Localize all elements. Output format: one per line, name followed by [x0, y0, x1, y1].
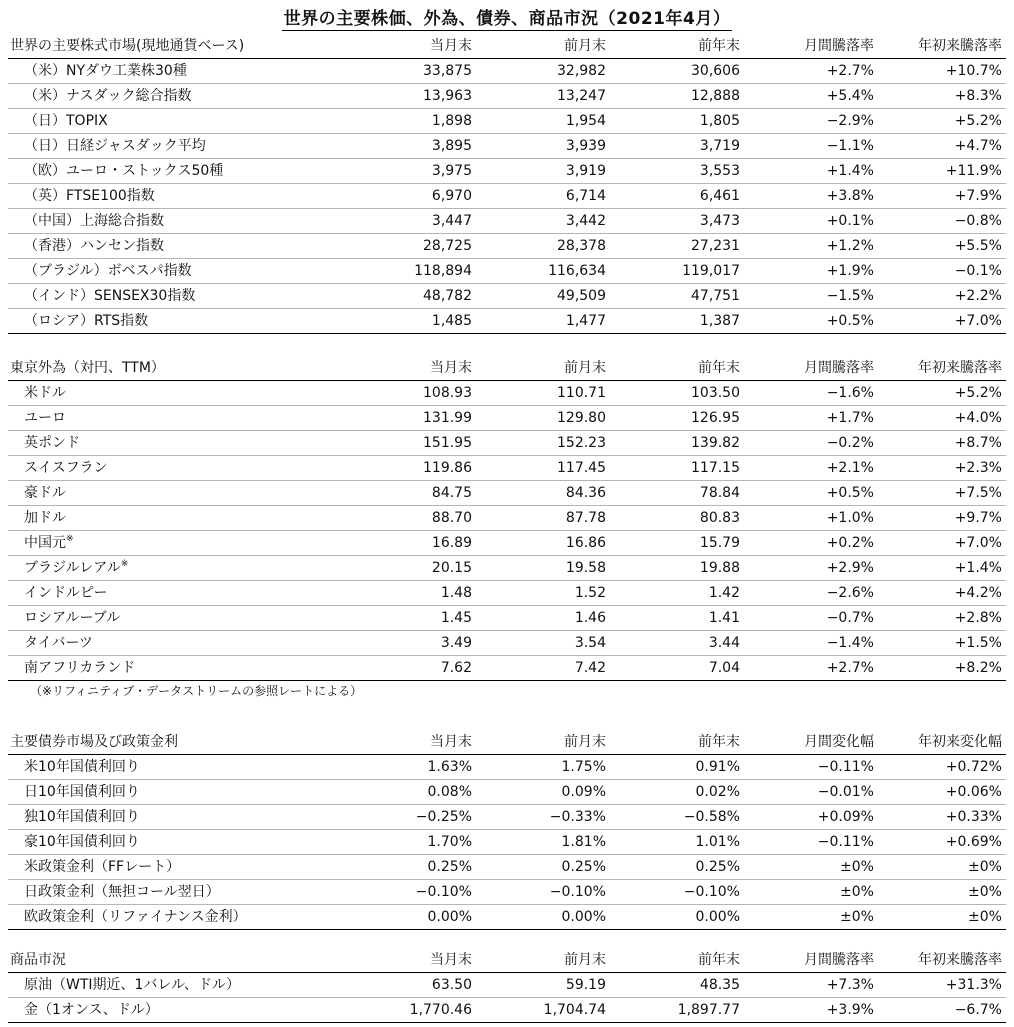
column-header: 月間騰落率 — [744, 36, 878, 59]
table-row — [8, 506, 1006, 531]
table-row — [8, 855, 1006, 880]
table-cell: 129.80 — [476, 406, 610, 431]
table-row — [8, 531, 1006, 556]
row-label — [8, 456, 338, 481]
row-label — [8, 381, 338, 406]
table-row — [8, 830, 1006, 855]
table-cell: −0.8% — [878, 209, 1006, 234]
table-cell: 0.00% — [476, 905, 610, 930]
table-cell: 1.52 — [476, 581, 610, 606]
table-cell: +3.9% — [744, 998, 878, 1023]
row-label — [8, 755, 338, 780]
row-label — [8, 59, 338, 84]
row-label-text: （香港）ハンセン指数 — [24, 238, 164, 254]
row-label — [8, 184, 338, 209]
row-label — [8, 84, 338, 109]
table-cell: 116,634 — [476, 259, 610, 284]
table-row — [8, 309, 1006, 334]
bond-market-table — [8, 732, 1006, 930]
table-cell: −0.33% — [476, 805, 610, 830]
table-cell: 0.02% — [610, 780, 744, 805]
row-label-text: 豪10年国債利回り — [24, 834, 140, 850]
table-cell: +4.7% — [878, 134, 1006, 159]
table-cell: 0.08% — [338, 780, 476, 805]
table-cell: 108.93 — [338, 381, 476, 406]
column-header: 当月末 — [338, 950, 476, 973]
table-cell: ±0% — [878, 855, 1006, 880]
table-cell: 3.54 — [476, 631, 610, 656]
table-cell: 32,982 — [476, 59, 610, 84]
table-cell: +1.7% — [744, 406, 878, 431]
table-cell: 1.81% — [476, 830, 610, 855]
table-cell: ±0% — [878, 905, 1006, 930]
row-label — [8, 631, 338, 656]
table-row — [8, 406, 1006, 431]
table-cell: −0.58% — [610, 805, 744, 830]
row-label-text: 米ドル — [24, 385, 66, 401]
table-cell: ±0% — [744, 855, 878, 880]
note-row — [8, 681, 1006, 702]
table-row — [8, 780, 1006, 805]
table-row — [8, 381, 1006, 406]
row-label-text: （欧）ユーロ・ストックス50種 — [24, 163, 224, 179]
table-cell: 1,897.77 — [610, 998, 744, 1023]
table-cell: 0.09% — [476, 780, 610, 805]
table-cell: 19.88 — [610, 556, 744, 581]
table-cell: 28,378 — [476, 234, 610, 259]
table-cell: −0.2% — [744, 431, 878, 456]
table-row — [8, 805, 1006, 830]
row-label-text: 日10年国債利回り — [24, 784, 140, 800]
row-label — [8, 259, 338, 284]
table-cell: 6,714 — [476, 184, 610, 209]
table-cell: 63.50 — [338, 973, 476, 998]
table-cell: 48.35 — [610, 973, 744, 998]
table-cell: +0.1% — [744, 209, 878, 234]
row-label — [8, 309, 338, 334]
row-label — [8, 506, 338, 531]
column-header: 前年末 — [610, 36, 744, 59]
row-label — [8, 234, 338, 259]
row-label-text: （英）FTSE100指数 — [24, 188, 155, 204]
table-cell: −0.11% — [744, 830, 878, 855]
row-label — [8, 159, 338, 184]
row-label — [8, 905, 338, 930]
section-title: 商品市況 — [8, 950, 338, 973]
column-header: 前月末 — [476, 36, 610, 59]
table-cell: +0.06% — [878, 780, 1006, 805]
table-row — [8, 755, 1006, 780]
table-cell: 0.00% — [338, 905, 476, 930]
table-row — [8, 481, 1006, 506]
table-cell: −1.1% — [744, 134, 878, 159]
table-cell: −0.11% — [744, 755, 878, 780]
column-header: 前年末 — [610, 950, 744, 973]
table-cell: −0.01% — [744, 780, 878, 805]
row-label-text: 中国元 — [24, 535, 66, 551]
table-cell: +1.2% — [744, 234, 878, 259]
table-cell: 126.95 — [610, 406, 744, 431]
table-cell: +8.2% — [878, 656, 1006, 681]
row-label-text: （米）NYダウ工業株30種 — [24, 63, 187, 79]
table-cell: 1.63% — [338, 755, 476, 780]
table-cell: +2.1% — [744, 456, 878, 481]
table-cell: 87.78 — [476, 506, 610, 531]
table-header-row — [8, 358, 1006, 381]
table-cell: ±0% — [744, 905, 878, 930]
table-row — [8, 905, 1006, 930]
table-cell: +8.7% — [878, 431, 1006, 456]
table-cell: 59.19 — [476, 973, 610, 998]
column-header: 前月末 — [476, 732, 610, 755]
table-cell: 3,442 — [476, 209, 610, 234]
table-cell: 28,725 — [338, 234, 476, 259]
table-cell: 27,231 — [610, 234, 744, 259]
row-label-text: （米）ナスダック総合指数 — [24, 88, 192, 104]
table-cell: 20.15 — [338, 556, 476, 581]
row-label-text: （日）日経ジャスダック平均 — [24, 138, 206, 154]
table-cell: +0.72% — [878, 755, 1006, 780]
table-cell: +0.69% — [878, 830, 1006, 855]
table-row — [8, 59, 1006, 84]
table-cell: 1,387 — [610, 309, 744, 334]
table-cell: 33,875 — [338, 59, 476, 84]
table-cell: 0.91% — [610, 755, 744, 780]
column-header: 当月末 — [338, 36, 476, 59]
table-row — [8, 631, 1006, 656]
table-cell: +8.3% — [878, 84, 1006, 109]
row-label — [8, 581, 338, 606]
table-cell: −1.6% — [744, 381, 878, 406]
fx-market-table — [8, 358, 1006, 701]
table-cell: −1.5% — [744, 284, 878, 309]
row-label-text: 独10年国債利回り — [24, 809, 140, 825]
table-cell: 6,970 — [338, 184, 476, 209]
row-label — [8, 531, 338, 556]
table-cell: +7.0% — [878, 309, 1006, 334]
row-label — [8, 780, 338, 805]
row-label — [8, 109, 338, 134]
table-cell: +7.3% — [744, 973, 878, 998]
table-row — [8, 284, 1006, 309]
row-label — [8, 855, 338, 880]
table-cell: 7.04 — [610, 656, 744, 681]
table-row — [8, 234, 1006, 259]
row-label-text: 金（1オンス、ドル） — [24, 1002, 159, 1018]
row-label — [8, 209, 338, 234]
row-label — [8, 284, 338, 309]
table-cell: 117.45 — [476, 456, 610, 481]
table-cell: 1.41 — [610, 606, 744, 631]
table-cell: 78.84 — [610, 481, 744, 506]
row-label — [8, 973, 338, 998]
table-cell: 3,473 — [610, 209, 744, 234]
table-cell: ±0% — [878, 880, 1006, 905]
table-cell: 1,898 — [338, 109, 476, 134]
table-cell: −6.7% — [878, 998, 1006, 1023]
table-cell: 30,606 — [610, 59, 744, 84]
table-cell: 0.25% — [338, 855, 476, 880]
table-cell: 152.23 — [476, 431, 610, 456]
table-cell: +5.5% — [878, 234, 1006, 259]
table-cell: 15.79 — [610, 531, 744, 556]
table-cell: +0.33% — [878, 805, 1006, 830]
table-cell: 12,888 — [610, 84, 744, 109]
row-label-text: スイスフラン — [24, 460, 108, 476]
table-cell: +5.4% — [744, 84, 878, 109]
table-cell: 3,919 — [476, 159, 610, 184]
table-cell: +9.7% — [878, 506, 1006, 531]
table-cell: 1,770.46 — [338, 998, 476, 1023]
table-cell: +0.5% — [744, 481, 878, 506]
footnote-mark: ※ — [66, 534, 74, 544]
row-label-text: （日）TOPIX — [24, 113, 108, 129]
table-cell: 16.89 — [338, 531, 476, 556]
table-cell: 119,017 — [610, 259, 744, 284]
table-row — [8, 84, 1006, 109]
footnote: （※リフィニティブ・データストリームの参照レートによる） — [30, 684, 363, 698]
section-title: 世界の主要株式市場(現地通貨ベース) — [8, 36, 338, 59]
table-cell: +0.5% — [744, 309, 878, 334]
column-header: 年初来騰落率 — [878, 36, 1006, 59]
table-cell: 19.58 — [476, 556, 610, 581]
table-cell: −0.10% — [338, 880, 476, 905]
column-header: 前月末 — [476, 950, 610, 973]
table-cell: 0.25% — [476, 855, 610, 880]
table-cell: −0.1% — [878, 259, 1006, 284]
row-label — [8, 830, 338, 855]
table-cell: 1.46 — [476, 606, 610, 631]
table-cell: +11.9% — [878, 159, 1006, 184]
table-cell: 3,939 — [476, 134, 610, 159]
row-label-text: 南アフリカランド — [24, 660, 136, 676]
table-cell: +1.5% — [878, 631, 1006, 656]
table-header-row — [8, 732, 1006, 755]
table-cell: +2.2% — [878, 284, 1006, 309]
table-row — [8, 973, 1006, 998]
table-cell: +2.9% — [744, 556, 878, 581]
row-label — [8, 998, 338, 1023]
table-cell: 117.15 — [610, 456, 744, 481]
table-cell: 1.70% — [338, 830, 476, 855]
row-label-text: 米政策金利（FFレート） — [24, 859, 181, 875]
table-cell: 3.44 — [610, 631, 744, 656]
table-cell: 0.00% — [610, 905, 744, 930]
section-title: 東京外為（対円、TTM） — [8, 358, 338, 381]
column-header: 当月末 — [338, 358, 476, 381]
row-label-text: 米10年国債利回り — [24, 759, 140, 775]
table-cell: +7.0% — [878, 531, 1006, 556]
table-cell: 3,975 — [338, 159, 476, 184]
column-header: 年初来騰落率 — [878, 358, 1006, 381]
table-row — [8, 259, 1006, 284]
commodity-market-table — [8, 950, 1006, 1023]
table-cell: +3.8% — [744, 184, 878, 209]
table-cell: +10.7% — [878, 59, 1006, 84]
row-label-text: 加ドル — [24, 510, 66, 526]
footnote-mark: ※ — [120, 559, 129, 569]
table-cell: +4.2% — [878, 581, 1006, 606]
table-cell: 1,485 — [338, 309, 476, 334]
table-row — [8, 109, 1006, 134]
column-header: 年初来変化幅 — [878, 732, 1006, 755]
table-cell: +2.3% — [878, 456, 1006, 481]
table-header-row — [8, 36, 1006, 59]
table-cell: 151.95 — [338, 431, 476, 456]
column-header: 当月末 — [338, 732, 476, 755]
row-label-text: 英ポンド — [24, 435, 80, 451]
table-cell: +0.09% — [744, 805, 878, 830]
table-cell: 49,509 — [476, 284, 610, 309]
table-cell: +7.9% — [878, 184, 1006, 209]
table-cell: +1.9% — [744, 259, 878, 284]
row-label-text: 豪ドル — [24, 485, 66, 501]
row-label-text: ブラジルレアル — [24, 560, 121, 576]
column-header: 前年末 — [610, 732, 744, 755]
table-cell: 80.83 — [610, 506, 744, 531]
table-cell: 1.01% — [610, 830, 744, 855]
table-cell: +1.0% — [744, 506, 878, 531]
table-cell: 1,704.74 — [476, 998, 610, 1023]
row-label-text: 欧政策金利（リファイナンス金利） — [24, 909, 247, 925]
table-cell: 139.82 — [610, 431, 744, 456]
table-cell: 1.42 — [610, 581, 744, 606]
row-label-text: （中国）上海総合指数 — [24, 213, 164, 229]
table-row — [8, 159, 1006, 184]
row-label — [8, 880, 338, 905]
table-cell: +0.2% — [744, 531, 878, 556]
table-cell: −0.25% — [338, 805, 476, 830]
table-cell: +31.3% — [878, 973, 1006, 998]
table-cell: +1.4% — [878, 556, 1006, 581]
table-row — [8, 431, 1006, 456]
table-cell: −2.6% — [744, 581, 878, 606]
table-cell: −1.4% — [744, 631, 878, 656]
row-label-text: 原油（WTI期近、1バレル、ドル） — [24, 977, 240, 993]
table-cell: +2.8% — [878, 606, 1006, 631]
section-title: 主要債券市場及び政策金利 — [8, 732, 338, 755]
page-title: 世界の主要株価、外為、債券、商品市況（2021年4月） — [283, 9, 731, 29]
column-header: 月間騰落率 — [744, 358, 878, 381]
table-cell: 84.75 — [338, 481, 476, 506]
table-cell: +4.0% — [878, 406, 1006, 431]
table-cell: 13,247 — [476, 84, 610, 109]
table-cell: 1,477 — [476, 309, 610, 334]
table-cell: 84.36 — [476, 481, 610, 506]
row-label-text: 日政策金利（無担コール翌日） — [24, 884, 220, 900]
table-cell: 1.48 — [338, 581, 476, 606]
table-row — [8, 880, 1006, 905]
table-row — [8, 209, 1006, 234]
row-label — [8, 606, 338, 631]
table-cell: 3,719 — [610, 134, 744, 159]
table-cell: 110.71 — [476, 381, 610, 406]
table-cell: +7.5% — [878, 481, 1006, 506]
table-cell: ±0% — [744, 880, 878, 905]
table-cell: 48,782 — [338, 284, 476, 309]
table-row — [8, 456, 1006, 481]
column-header: 前年末 — [610, 358, 744, 381]
row-label — [8, 431, 338, 456]
column-header: 月間変化幅 — [744, 732, 878, 755]
table-cell: 1,805 — [610, 109, 744, 134]
table-cell: −0.10% — [610, 880, 744, 905]
table-cell: +5.2% — [878, 381, 1006, 406]
row-label-text: ロシアルーブル — [24, 610, 121, 626]
table-row — [8, 556, 1006, 581]
row-label-text: ユーロ — [24, 410, 66, 426]
row-label-text: （インド）SENSEX30指数 — [24, 288, 196, 304]
table-cell: 1.45 — [338, 606, 476, 631]
row-label — [8, 134, 338, 159]
table-cell: 0.25% — [610, 855, 744, 880]
table-row — [8, 134, 1006, 159]
table-cell: −0.7% — [744, 606, 878, 631]
column-header: 前月末 — [476, 358, 610, 381]
row-label — [8, 406, 338, 431]
table-cell: 3,895 — [338, 134, 476, 159]
table-cell: 7.62 — [338, 656, 476, 681]
table-cell: 1.75% — [476, 755, 610, 780]
row-label-text: インドルピー — [24, 585, 108, 601]
row-label — [8, 556, 338, 581]
table-row — [8, 184, 1006, 209]
table-cell: +1.4% — [744, 159, 878, 184]
table-cell: 7.42 — [476, 656, 610, 681]
table-cell: 119.86 — [338, 456, 476, 481]
row-label-text: （ブラジル）ボベスパ指数 — [24, 263, 192, 279]
table-row — [8, 998, 1006, 1023]
table-cell: 131.99 — [338, 406, 476, 431]
table-cell: 16.86 — [476, 531, 610, 556]
row-label — [8, 805, 338, 830]
table-cell: +5.2% — [878, 109, 1006, 134]
table-cell: +2.7% — [744, 656, 878, 681]
row-label — [8, 481, 338, 506]
table-row — [8, 656, 1006, 681]
table-cell: +2.7% — [744, 59, 878, 84]
table-cell: 103.50 — [610, 381, 744, 406]
row-label — [8, 656, 338, 681]
table-cell: 6,461 — [610, 184, 744, 209]
table-cell: 3.49 — [338, 631, 476, 656]
row-label-text: タイバーツ — [24, 635, 93, 651]
stock-market-table — [8, 36, 1006, 334]
table-row — [8, 581, 1006, 606]
table-cell: −0.10% — [476, 880, 610, 905]
column-header: 月間騰落率 — [744, 950, 878, 973]
table-cell: 3,447 — [338, 209, 476, 234]
table-header-row — [8, 950, 1006, 973]
table-cell: 118,894 — [338, 259, 476, 284]
table-cell: 88.70 — [338, 506, 476, 531]
table-cell: −2.9% — [744, 109, 878, 134]
table-cell: 3,553 — [610, 159, 744, 184]
table-row — [8, 606, 1006, 631]
table-cell: 47,751 — [610, 284, 744, 309]
table-cell: 13,963 — [338, 84, 476, 109]
column-header: 年初来騰落率 — [878, 950, 1006, 973]
table-cell: 1,954 — [476, 109, 610, 134]
row-label-text: （ロシア）RTS指数 — [24, 313, 149, 329]
